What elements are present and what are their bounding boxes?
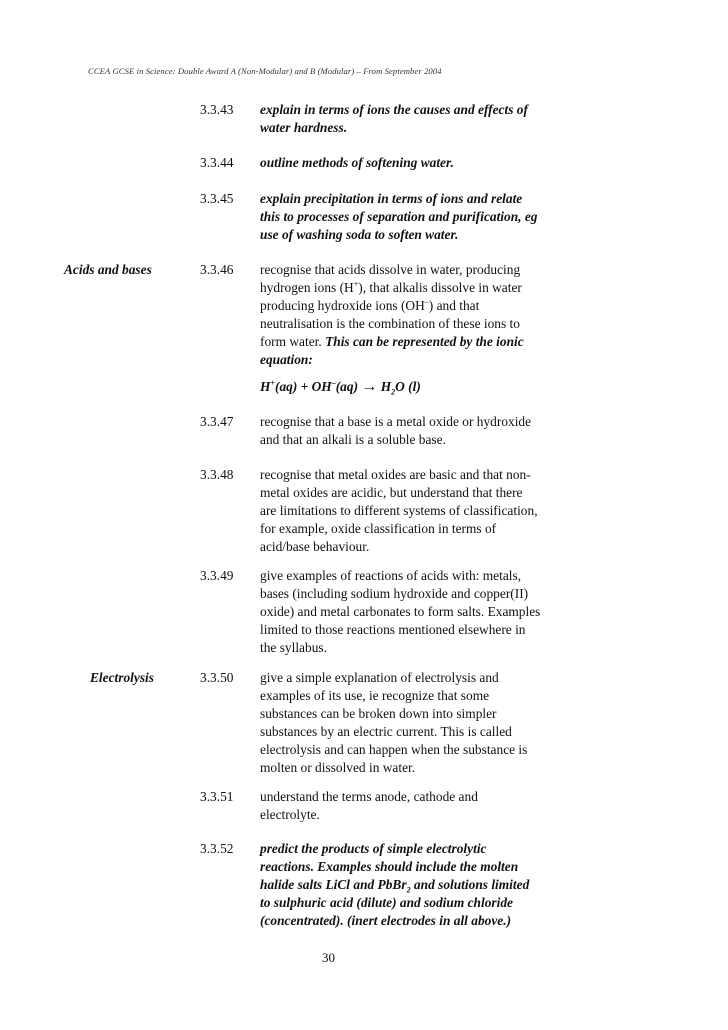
text-line: are limitations to different systems of classification,: [260, 503, 538, 518]
item-number: 3.3.46: [200, 262, 234, 277]
text-line: recognise that metal oxides are basic and that non-: [260, 467, 531, 482]
text-line: the syllabus.: [260, 640, 327, 655]
item-number: 3.3.44: [200, 155, 234, 170]
item-text: [260, 788, 580, 824]
text-line: and that an alkali is a soluble base.: [260, 432, 446, 447]
text-line: understand the terms anode, cathode and: [260, 789, 478, 804]
item-text: [260, 413, 580, 449]
item-number: 3.3.50: [200, 670, 234, 685]
text-line: neutralisation is the combination of these ions to: [260, 316, 520, 331]
text-line: water hardness.: [260, 120, 348, 135]
text-line: halide salts LiCl and PbBr$_2$ and solutions limited: [260, 877, 530, 895]
text-line: give a simple explanation of electrolysis and: [260, 670, 499, 685]
item-number: 3.3.49: [200, 568, 234, 583]
text-line: form water. This can be represented by the ionic: [260, 334, 524, 349]
text-line: (concentrated). (inert electrodes in all above.): [260, 913, 512, 928]
text-line: substances by an electric current. This is called: [260, 724, 512, 739]
arrow-symbol: →: [361, 378, 378, 395]
text-line: electrolyte.: [260, 807, 320, 822]
text-line: recognise that a base is a metal oxide or hydroxide: [260, 414, 532, 429]
item-text: [260, 669, 580, 777]
text-line: metal oxides are acidic, but understand that there: [260, 485, 523, 500]
text-line: producing hydroxide ions (OH–) and that: [260, 297, 480, 313]
text-line: explain precipitation in terms of ions and relate: [260, 191, 523, 206]
item-number: 3.3.45: [200, 191, 234, 206]
item-number: 3.3.43: [200, 102, 234, 117]
item-number: 3.3.51: [200, 789, 234, 804]
topic-heading: Electrolysis: [90, 670, 154, 685]
topic-heading: Acids and bases: [64, 262, 152, 277]
item-text: [260, 101, 580, 137]
item-text: [260, 261, 580, 369]
text-line: electrolysis and can happen when the substance is: [260, 742, 528, 757]
text-line: recognise that acids dissolve in water, producing: [260, 262, 521, 277]
text-line: bases (including sodium hydroxide and copper(II): [260, 586, 529, 601]
text-line: use of washing soda to soften water.: [260, 227, 459, 242]
running-header: CCEA GCSE in Science: Double Award A (Non-Modular) and B (Modular) – From September 2004: [88, 66, 442, 76]
item-number: 3.3.48: [200, 467, 234, 482]
item-number: 3.3.52: [200, 841, 234, 856]
text-line: acid/base behaviour.: [260, 539, 370, 554]
item-text: [260, 567, 580, 657]
text-line: give examples of reactions of acids with: metals,: [260, 568, 522, 583]
item-text: [260, 154, 580, 172]
item-text: [260, 190, 580, 244]
text-line: reactions. Examples should include the molten: [260, 859, 519, 874]
text-line: predict the products of simple electrolytic: [260, 841, 487, 856]
text-line: oxide) and metal carbonates to form salts. Examples: [260, 604, 541, 619]
item-number: 3.3.47: [200, 414, 234, 429]
text-line: limited to those reactions mentioned elsewhere in: [260, 622, 526, 637]
text-line: examples of its use, ie recognize that some: [260, 688, 490, 703]
ionic-equation: $H^+(aq) + OH^-(aq) \to H_2O$ (l): [260, 378, 421, 397]
text-line: for example, oxide classification in terms of: [260, 521, 497, 536]
text-line: hydrogen ions (H+), that alkalis dissolve in water: [260, 279, 522, 295]
item-text: [260, 840, 580, 930]
page-number: 30: [322, 950, 335, 965]
text-line: outline methods of softening water.: [260, 155, 454, 170]
text-line: molten or dissolved in water.: [260, 760, 416, 775]
text-line: equation:: [260, 352, 313, 367]
text-line: to sulphuric acid (dilute) and sodium chloride: [260, 895, 513, 910]
text-line: this to processes of separation and purification, eg: [260, 209, 538, 224]
text-line: substances can be broken down into simpler: [260, 706, 497, 721]
text-line: explain in terms of ions the causes and effects of: [260, 102, 528, 117]
item-text: [260, 466, 580, 556]
